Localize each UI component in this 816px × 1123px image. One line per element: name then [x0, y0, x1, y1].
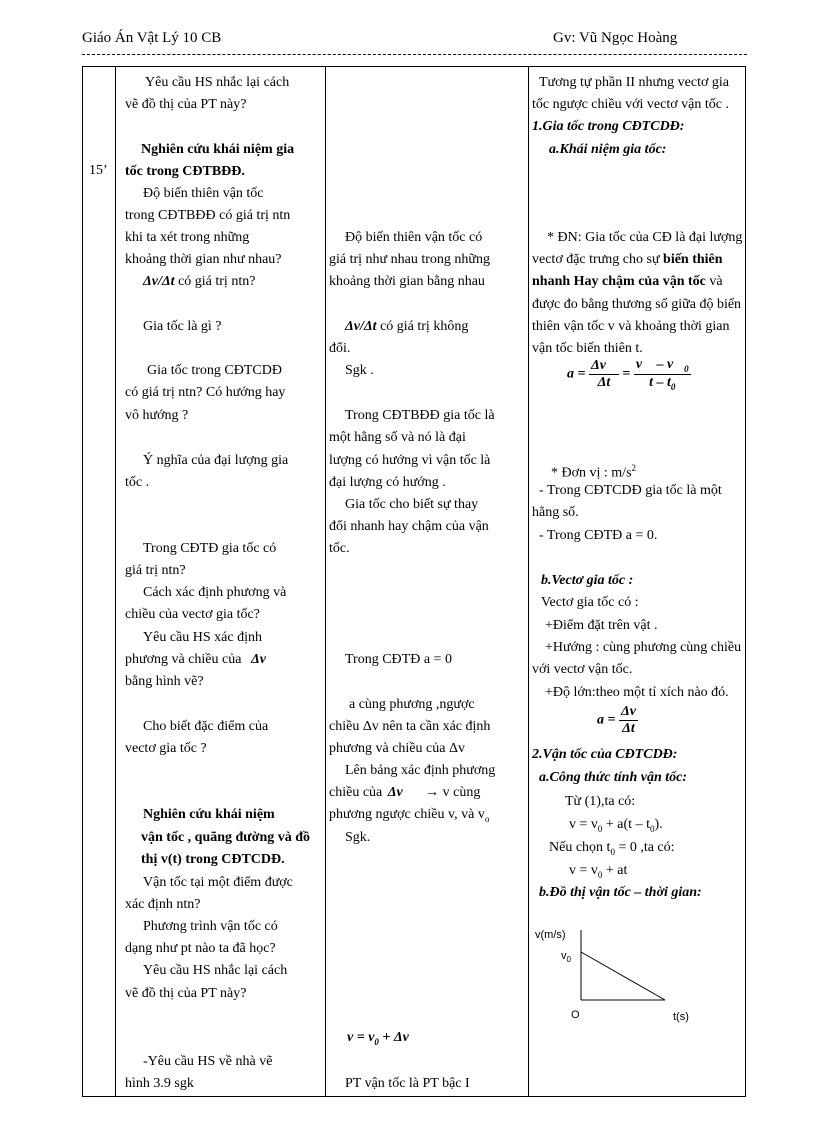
content-line: vectơ đặc trưng cho sự biến thiên [532, 252, 723, 267]
teacher-heading: thị v(t) trong CĐTCDĐ. [141, 852, 285, 867]
student-line: Sgk . [345, 363, 374, 378]
teacher-line: Vận tốc tại một điểm được [143, 875, 293, 890]
dv-dt-symbol: Δv/Δt [143, 274, 175, 289]
teacher-line: Độ biến thiên vận tốc [143, 186, 264, 201]
lesson-table [82, 66, 746, 1097]
time-cell: 15’ [89, 163, 108, 178]
student-line: một hằng số và nó là đại [329, 430, 466, 445]
x-axis-label: t(s) [673, 1011, 689, 1023]
teacher-line: Cho biết đặc điểm của [143, 719, 269, 734]
content-line: - Trong CĐTĐ a = 0. [539, 528, 658, 543]
content-line: hằng số. [532, 505, 579, 520]
content-line: Tương tự phần II nhưng vectơ gia [539, 75, 729, 90]
teacher-line: -Yêu cầu HS về nhà vẽ [143, 1054, 273, 1069]
student-line: phương và chiều của Δv [329, 741, 465, 756]
arrow-right-icon: → [425, 785, 440, 800]
teacher-line: phương và chiều của Δv⃗ [125, 652, 277, 667]
header-teacher: Gv: Vũ Ngọc Hoàng [553, 30, 678, 46]
column-divider [528, 67, 529, 1096]
content-line: tốc ngược chiều với vectơ vận tốc . [532, 97, 729, 112]
student-line: chiều Δv nên ta cần xác định [329, 719, 491, 734]
teacher-line: trong CĐTBĐĐ có giá trị ntn [125, 208, 291, 223]
velocity-time-graph [533, 920, 713, 1030]
teacher-line: giá trị ntn? [125, 563, 186, 578]
teacher-line: Gia tốc trong CĐTCDĐ [147, 363, 282, 378]
content-line: được đo bằng thương số giữa độ biến [532, 297, 742, 312]
content-line: +Điểm đặt trên vật . [545, 618, 658, 633]
delta-v-vector-symbol: Δv⃗ [387, 785, 414, 800]
student-line: a cùng phương ,ngược [349, 697, 475, 712]
teacher-line: Gia tốc là gì ? [143, 319, 222, 334]
velocity-line [581, 952, 665, 1000]
teacher-line: tốc . [125, 475, 150, 490]
teacher-line: xác định ntn? [125, 897, 201, 912]
delta-v-vector-symbol: Δv⃗ [250, 652, 277, 667]
content-line: với vectơ vận tốc. [532, 662, 633, 677]
teacher-line: Cách xác định phương và [143, 585, 287, 600]
velocity-equation: $v = v_0 + \Delta v$ [347, 1030, 409, 1047]
section-heading: 1.Gia tốc trong CĐTCDĐ: [532, 119, 685, 134]
student-line: PT vận tốc là PT bậc I [345, 1076, 470, 1091]
acceleration-formula: a = $\frac{\Delta v⃗}{\Delta t}$ = $\frac{v⃗ - v⃗_0}{t - t_0}$ [567, 357, 689, 392]
student-line: khoảng thời gian bằng nhau [329, 274, 485, 289]
content-line: * Đơn vị : $m/s^2$ [551, 463, 637, 481]
dv-dt-symbol: Δv/Δt [345, 319, 377, 334]
student-line: Trong CĐTĐ a = 0 [345, 652, 452, 667]
teacher-line: Yêu cầu HS xác định [143, 630, 262, 645]
teacher-line: Yêu cầu HS nhắc lại cách [145, 75, 290, 90]
teacher-line: chiều của vectơ gia tốc? [125, 607, 260, 622]
teacher-line: Δv/Δt có giá trị ntn? [143, 274, 256, 289]
subsection-heading: a.Khái niệm gia tốc: [549, 142, 667, 157]
content-line: vận tốc biến thiên t. [532, 341, 643, 356]
content-line: Từ (1),ta có: [565, 794, 636, 809]
student-line: Δv/Δt có giá trị không [345, 319, 469, 334]
student-line: Lên bảng xác định phương [345, 763, 496, 778]
student-line: đại lượng có hướng . [329, 475, 446, 490]
student-line: giá trị như nhau trong những [329, 252, 490, 267]
teacher-line: khoảng thời gian như nhau? [125, 252, 282, 267]
teacher-line: hình 3.9 sgk [125, 1076, 194, 1091]
teacher-line: bằng hình vẽ? [125, 674, 204, 689]
teacher-line: Phương trình vận tốc có [143, 919, 278, 934]
teacher-line: dạng như pt nào ta đã học? [125, 941, 276, 956]
teacher-line: vẽ đồ thị của PT này? [125, 986, 247, 1001]
teacher-line: vô hướng ? [125, 408, 189, 423]
teacher-line: Trong CĐTĐ gia tốc có [143, 541, 277, 556]
subsection-heading: a.Công thức tính vận tốc: [539, 770, 688, 785]
content-line: thiên vận tốc v và khoảng thời gian [532, 319, 730, 334]
column-divider [115, 67, 116, 1096]
student-line: Gia tốc cho biết sự thay [345, 497, 479, 512]
teacher-heading: tốc trong CĐTBĐĐ. [125, 164, 245, 179]
content-line: Nếu chọn $t_0 = 0$ ,ta có: [549, 840, 675, 857]
content-line: +Hướng : cùng phương cùng chiều [545, 640, 742, 655]
subsection-heading: b.Vectơ gia tốc : [541, 573, 634, 588]
column-divider [325, 67, 326, 1096]
content-line: * ĐN: Gia tốc của CĐ là đại lượng [547, 230, 743, 245]
student-line: Trong CĐTBĐĐ gia tốc là [345, 408, 495, 423]
velocity-formula-general: $v = v_0 + a(t - t_0)$. [569, 817, 663, 834]
teacher-line: Ý nghĩa của đại lượng gia [143, 453, 289, 468]
student-line: Sgk. [345, 830, 371, 845]
student-line: phương ngược chiều v, và $v_o$ [329, 807, 490, 824]
velocity-formula-simplified: $v = v_0$ + at [569, 863, 628, 880]
teacher-line: vẽ đồ thị của PT này? [125, 97, 247, 112]
content-line: - Trong CĐTCDĐ gia tốc là một [539, 483, 722, 498]
v0-label: $v_0$ [561, 950, 571, 964]
content-line: nhanh Hay chậm của vận tốc và [532, 274, 723, 289]
teacher-line: vectơ gia tốc ? [125, 741, 207, 756]
origin-label: O [571, 1009, 580, 1021]
student-line: lượng có hướng vì vận tốc là [329, 453, 491, 468]
y-axis-label: v(m/s) [535, 929, 566, 941]
student-line: chiều của Δv⃗ → v cùng [329, 785, 481, 800]
teacher-heading: Nghiên cứu khái niệm gia [141, 142, 295, 157]
header-title: Giáo Án Vật Lý 10 CB [82, 30, 222, 46]
content-line: Vectơ gia tốc có : [541, 595, 639, 610]
header-divider [82, 54, 747, 55]
teacher-heading: Nghiên cứu khái niệm [143, 807, 275, 822]
content-line: +Độ lớn:theo một tỉ xích nào đó. [545, 685, 729, 700]
student-line: Độ biến thiên vận tốc có [345, 230, 483, 245]
section-heading: 2.Vận tốc của CĐTCDĐ: [532, 747, 678, 762]
student-line: đổi nhanh hay chậm của vận [329, 519, 489, 534]
teacher-heading: vận tốc , quãng đường và đồ [141, 830, 311, 845]
subsection-heading: b.Đồ thị vận tốc – thời gian: [539, 885, 702, 900]
student-line: đổi. [329, 341, 351, 356]
student-line: tốc. [329, 541, 350, 556]
acceleration-magnitude-formula: a = $\frac{\Delta v}{\Delta t}$ [597, 704, 636, 736]
teacher-line: khi ta xét trong những [125, 230, 250, 245]
teacher-line: Yêu cầu HS nhắc lại cách [143, 963, 288, 978]
teacher-line: có giá trị ntn? Có hướng hay [125, 385, 286, 400]
